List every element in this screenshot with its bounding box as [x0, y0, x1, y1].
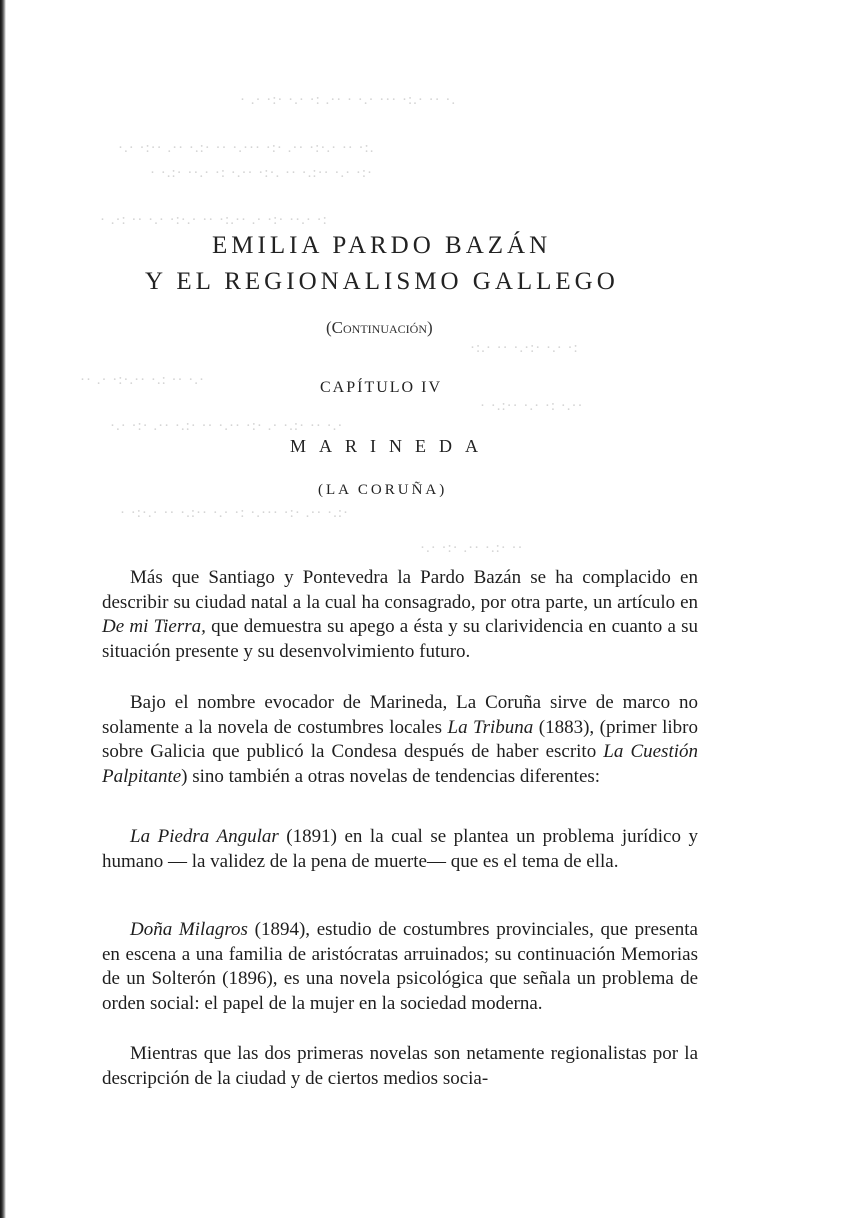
book-title: Doña Milagros: [130, 919, 248, 940]
bleed-through-texture: · ·:·.· ·· ·.:·· ·.· ·: ·.··· ·:· .·· ·.:·: [120, 505, 349, 521]
bleed-through-texture: · .· ·:· ·.· ·: .·· · ·.· ··· ·:.· ·· ·.: [240, 92, 457, 108]
section-subtitle: (LA CORUÑA): [318, 482, 448, 498]
body-paragraph: Bajo el nombre evocador de Marineda, La Coruña sirve de marco no solamente a la novela de costumbres locales La Tribuna (1883), (primer libro sobre Galicia que publicó la Condesa después de haber escrito La Cuestión Palpitante) sino también a otras novelas de tendencias diferentes:: [102, 692, 699, 787]
chapter-heading: CAPÍTULO IV: [320, 379, 442, 396]
bleed-through-texture: ·:.· ·· ·.·:· ·.· ·:: [470, 340, 579, 356]
article-title-line-2: Y EL REGIONALISMO GALLEGO: [145, 268, 619, 295]
bleed-through-texture: ·.· ·:· .·· ·.:· ··: [420, 540, 524, 556]
body-paragraph: Más que Santiago y Pontevedra la Pardo Bazán se ha complacido en describir su ciudad natal a la cual ha consagrado, por otra parte, un artículo en De mi Tierra, que demuestra su apego a ésta y su clarividencia en cuanto a su situación presente y su desenvolvimiento futuro.: [102, 567, 698, 662]
article-subtitle: (Continuación): [326, 318, 433, 337]
body-paragraph: Mientras que las dos primeras novelas son netamente regionalistas por la descripción de la ciudad y de ciertos medios socia-: [102, 1043, 698, 1089]
book-title: La Piedra Angular: [130, 826, 279, 847]
book-title: La Cuestión Palpitante: [102, 741, 698, 787]
bleed-through-texture: ·· .· ·:·.·· ·.: ·· ·.·: [80, 372, 206, 388]
bleed-through-texture: · .·: ·· ·.· ·:·.· ·· ·:.·· .· ·:· ··.· ·:: [100, 212, 328, 228]
bleed-through-texture: ·.· ·:· .·· ·.:· ·· ·.·· ·:· .· ·.:· ·· ·.·: [110, 418, 344, 434]
body-paragraph: Doña Milagros (1894), estudio de costumbres provinciales, que presenta en escena a una familia de aristócratas arruinados; su continuación Memorias de un Solterón (1896), es una novela psicológica que señala un problema de orden social: el papel de la mujer en la sociedad moderna.: [102, 919, 698, 1014]
bleed-through-texture: · ·.:·· ·.· ·: ·.··: [480, 398, 584, 414]
bleed-through-texture: ·.· ·:·· .·· ·.:· ·· ·.··· ·:· .·· ·:·.· ·· ·:.: [118, 140, 375, 156]
article-title-line-1: EMILIA PARDO BAZÁN: [212, 232, 552, 259]
book-title: La Tribuna: [447, 716, 534, 738]
page-binding-edge: [0, 0, 6, 1218]
bleed-through-texture: · ·.:· ··.· ·: ·.·· ·:·. ·· ·.:·· ·.· ·:·: [150, 165, 373, 181]
body-paragraph: La Piedra Angular (1891) en la cual se plantea un problema jurídico y humano — la validez de la pena de muerte— que es el tema de ella.: [102, 826, 698, 872]
section-title: MARINEDA: [290, 436, 491, 456]
book-title: De mi Tierra,: [102, 616, 206, 637]
